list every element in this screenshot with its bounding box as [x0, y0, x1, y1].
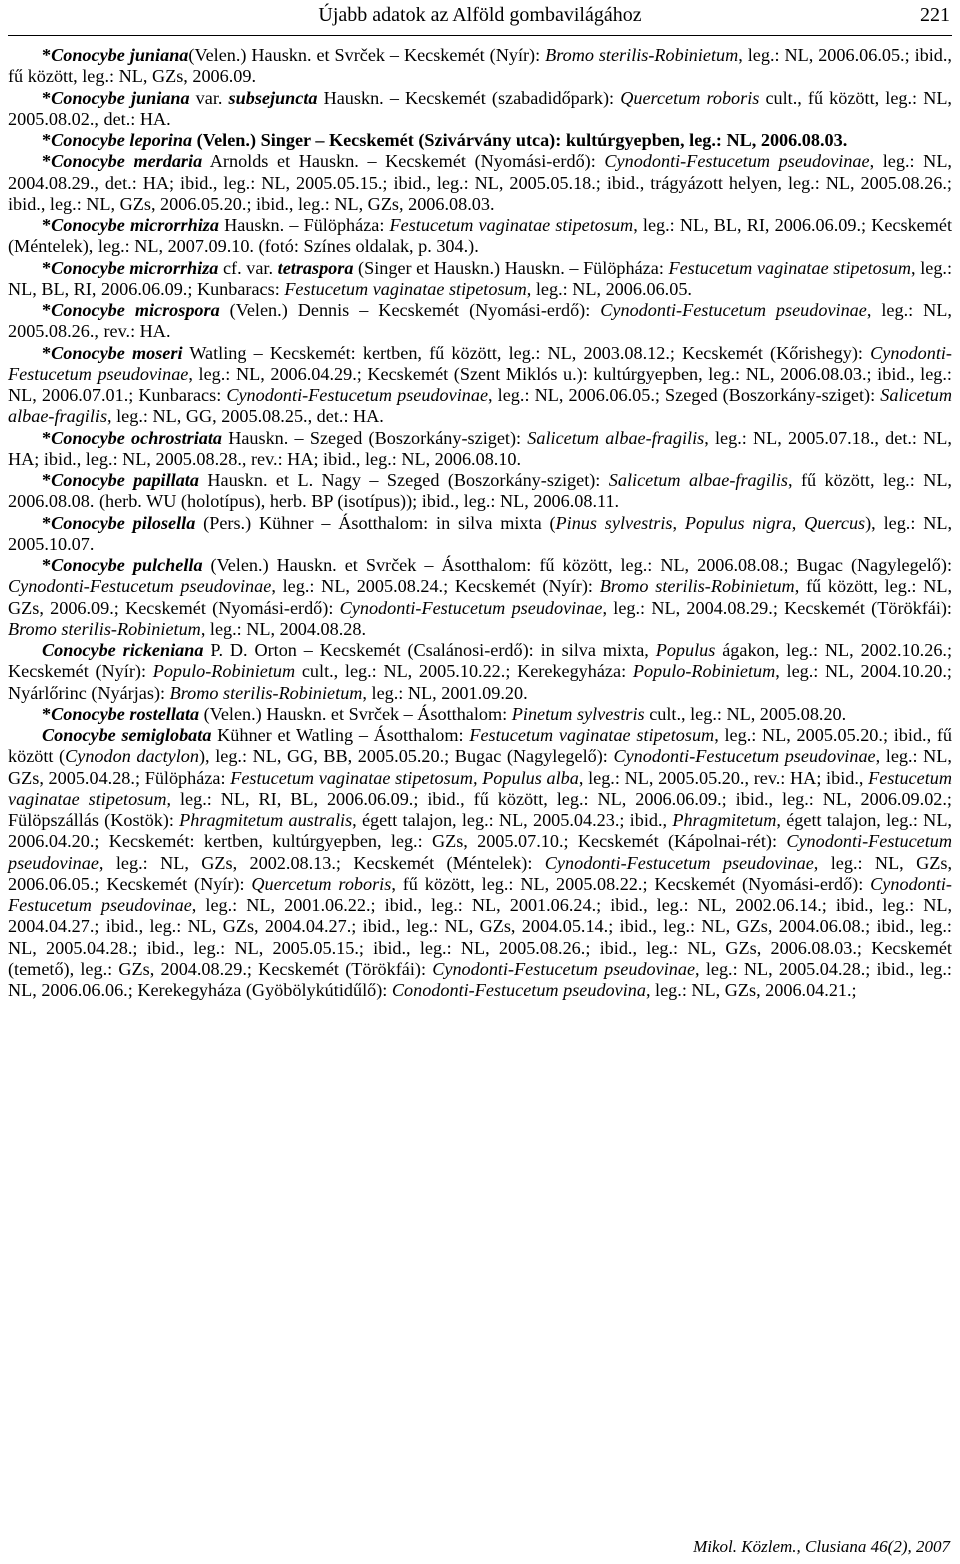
species-name: Conocybe ochrostriata — [51, 427, 222, 448]
entry-text: (Pers.) Kühner – Ásotthalom: in silva mixta ( — [195, 512, 556, 533]
species-name: Conocybe microspora — [51, 300, 220, 320]
plant-community: Cynodonti-Festucetum pseudovinae — [613, 746, 876, 767]
entry-text: cult., fű között, leg.: NL, 2005.08.02., det.: HA. — [8, 87, 957, 129]
entry-text: Arnolds et Hauskn. – Kecskemét (Nyomási-erdő): — [202, 151, 605, 172]
entry-text: , leg.: NL, 2005.05.20.; ibid., fű között ( — [8, 725, 957, 767]
species-list — [8, 45, 957, 1001]
entry-text: , leg.: NL, BL, RI, 2006.06.09.; Kecskemét (Méntelek), leg.: NL, 2007.09.10. (fotó: Színes oldalak, p. 304.). — [8, 215, 957, 257]
plant-community: Cynodonti-Festucetum pseudovinae — [544, 852, 814, 873]
entry-text: var. — [189, 87, 229, 108]
plant-community: Cynodonti-Festucetum pseudovinae — [8, 831, 957, 873]
header-rule — [8, 35, 952, 36]
plant-community: Festucetum vaginatae stipetosum — [389, 215, 634, 235]
entry-text: Watling – Kecskemét: kertben, fű között, leg.: NL, 2003.08.12.; Kecskemét (Kőrishegy): — [182, 342, 871, 363]
species-entry — [8, 257, 957, 301]
entry-text: * — [42, 555, 52, 575]
species-entry — [8, 640, 957, 704]
species-name: Conocybe pulchella — [51, 555, 203, 575]
species-name: Conocybe rostellata — [51, 703, 200, 724]
species-name: Conocybe semiglobata — [42, 725, 212, 745]
entry-text: cult., leg.: NL, 2005.10.22.; Kerekegyháza: — [295, 661, 633, 682]
species-entry — [8, 427, 957, 471]
species-entry — [8, 470, 957, 513]
species-entry — [8, 300, 957, 343]
plant-community: Salicetum albae-fragilis — [608, 470, 788, 490]
species-entry — [8, 342, 957, 428]
plant-community: Pinus sylvestris — [555, 512, 673, 533]
entry-text: , leg.: NL, GZs, 2002.08.13.; Kecskemét (Méntelek): — [98, 852, 545, 873]
entry-text: cult., leg.: NL, 2005.08.20. — [644, 703, 847, 724]
plant-community: Festucetum vaginatae stipetosum — [8, 767, 957, 809]
journal-citation: Mikol. Közlem., Clusiana 46(2), 2007 — [693, 1537, 950, 1556]
plant-community: Conodonti-Festucetum pseudovina — [391, 980, 646, 1000]
entry-text: , fű között, leg.: NL, GZs, 2006.09.; Kecskemét (Nyomási-erdő): — [8, 576, 957, 618]
plant-community: Bromo sterilis-Robinietum — [545, 45, 739, 65]
entry-text: , leg.: NL, GG, 2005.08.25., det.: HA. — [107, 406, 384, 427]
plant-community: Populus nigra — [684, 512, 792, 533]
entry-text: (Velen.) Singer – Kecskemét (Szivárvány utca): kultúrgyepben, leg.: NL, 2006.08.03. — [192, 130, 848, 150]
entry-text: , égett talajon, leg.: NL, 2006.04.20.; Kecskemét: kertben, kultúrgyepben, leg.: GZs, 2005.07.10.; Kecskemét (Kápolnai-rét): — [8, 810, 957, 852]
entry-text: (Velen.) Hauskn. et Svrček – Ásotthalom: — [199, 703, 512, 724]
entry-text: , leg.: NL, 2004.08.28. — [200, 618, 367, 639]
plant-community: Quercetum roboris — [251, 873, 392, 894]
species-entry — [8, 215, 957, 258]
plant-community: Salicetum albae-fragilis — [8, 385, 957, 427]
plant-community: Cynodonti-Festucetum pseudovinae — [432, 958, 696, 979]
entry-text: cf. var. — [218, 257, 278, 278]
entry-text: , leg.: NL, 2004.10.20.; Nyárlőrinc (Nyárjas): — [8, 661, 957, 703]
plant-community: Cynodonti-Festucetum pseudovinae — [604, 151, 870, 172]
entry-text: , leg.: NL, 2006.04.29.; Kecskemét (Szent Miklós u.): kultúrgyepben, leg.: NL, 2006.08.03.; ibid., leg.: NL, 2006.07.01.; Kunbaracs: — [8, 363, 957, 405]
entry-text: * — [42, 45, 52, 65]
plant-community: Cynodonti-Festucetum pseudovinae — [226, 385, 489, 405]
plant-community: Populo-Robinietum — [152, 661, 296, 682]
entry-text: (Velen.) Hauskn. et Svrček – Ásotthalom: fű között, leg.: NL, 2006.08.08.; Bugac (Nagylegelő): — [202, 555, 957, 575]
entry-text: ágakon, leg.: NL, 2002.10.26.; Kecskemét (Nyír): — [8, 640, 957, 682]
plant-community: Festucetum vaginatae stipetosum — [469, 725, 715, 745]
entry-text: , leg.: NL, 2001.06.22.; ibid., leg.: NL, 2001.06.24.; ibid., leg.: NL, 2002.06.14.; ibid., leg.: NL, 2004.04.27.; ibid., leg.: NL, GZs, 2004.04.27.; ibid., leg.: NL, GZs, 2004.05.14.; ibid., leg.: NL, GZs, 2004.06.08.; ibid., leg.: NL, 2005.04.28.; ibid., leg.: NL, 2005.05.15.; ibid., leg.: NL, 2005.08.26.; ibid., leg.: NL, GZs, 2006.08.03.; Kecskemét (temető), leg.: GZs, 2004.08.29.; Kecskemét (Törökfái): — [8, 895, 957, 979]
entry-text: Hauskn. – Szeged (Boszorkány-sziget): — [222, 427, 528, 448]
entry-text: Hauskn. et L. Nagy – Szeged (Boszorkány-sziget): — [198, 470, 609, 490]
entry-text: , égett talajon, leg.: NL, 2005.04.23.; ibid., — [352, 810, 673, 830]
entry-text: * — [42, 87, 52, 108]
species-entry — [8, 555, 957, 640]
entry-text: , leg.: NL, GZs, 2006.04.21.; — [645, 980, 857, 1000]
plant-community: Festucetum vaginatae stipetosum — [284, 278, 527, 299]
entry-text: , leg.: NL, GZs, 2005.04.28.; Fülöpháza: — [8, 746, 957, 788]
entry-text: , leg.: NL, RI, BL, 2006.06.09.; ibid., fű között, leg.: NL, 2006.06.09.; ibid., leg.: NL, 2006.09.02.; Fülöpszállás (Kostök): — [8, 788, 957, 830]
entry-text: , leg.: NL, GZs, 2006.06.05.; Kecskemét (Nyír): — [8, 852, 957, 894]
species-name: Conocybe leporina — [51, 130, 193, 150]
plant-community: Bromo sterilis-Robinietum — [599, 576, 795, 597]
entry-text: , fű között, leg.: NL, 2006.08.08. (herb. WU (holotípus), herb. BP (isotípus)); ibid., leg.: NL, 2006.08.11. — [8, 470, 957, 512]
page-header — [0, 0, 960, 36]
entry-text: , — [672, 512, 685, 533]
plant-community: Cynodonti-Festucetum pseudovinae — [8, 873, 952, 915]
entry-text: * — [42, 151, 52, 172]
plant-community: Cynodonti-Festucetum pseudovinae — [8, 576, 272, 597]
species-entry — [8, 725, 957, 1001]
species-name: Conocybe papillata — [51, 470, 199, 490]
plant-community: Phragmitetum australis — [179, 810, 353, 830]
entry-text: (Singer et Hauskn.) Hauskn. – Fülöpháza: — [353, 257, 669, 278]
running-title: Újabb adatok az Alföld gombavilágához — [318, 4, 642, 26]
plant-community: Bromo sterilis-Robinietum — [8, 618, 201, 639]
species-name: subsejuncta — [228, 87, 318, 108]
species-name: Conocybe pilosella — [51, 512, 196, 533]
entry-text: Hauskn. – Fülöpháza: — [218, 215, 390, 235]
entry-text: * — [42, 703, 52, 724]
entry-text: ), leg.: NL, GG, BB, 2005.05.20.; Bugac (Nagylegelő): — [199, 746, 614, 767]
entry-text: * — [42, 512, 52, 533]
entry-text: , leg.: NL, 2004.08.29., det.: HA; ibid., leg.: NL, 2005.05.15.; ibid., leg.: NL, 2005.05.18.; ibid., trágyázott helyen, leg.: NL, 2005.08.26.; ibid., leg.: NL, GZs, 2006.05.20.; ibid., leg.: NL, GZs, 2006.08.03. — [8, 151, 957, 214]
entry-text: ), leg.: NL, 2005.10.07. — [8, 512, 957, 554]
plant-community: Cynodonti-Festucetum pseudovinae — [339, 597, 603, 618]
species-name: Conocybe merdaria — [51, 151, 203, 172]
species-name: Conocybe juniana — [51, 45, 189, 65]
entry-text: , leg.: NL, 2005.07.18., det.: NL, HA; ibid., leg.: NL, 2005.08.28., rev.: HA; ibid., leg.: NL, 2006.08.10. — [8, 427, 957, 469]
plant-community: Populo-Robinietum — [632, 661, 776, 682]
entry-text: (Velen.) Hauskn. et Svrček – Kecskemét (Nyír): — [188, 45, 546, 65]
plant-community: Cynodon dactylon — [65, 746, 199, 767]
plant-community: Phragmitetum — [672, 810, 777, 830]
entry-text: P. D. Orton – Kecskemét (Csalánosi-erdő): in silva mixta, — [203, 640, 656, 660]
species-entry — [8, 512, 957, 556]
species-name: Conocybe microrrhiza — [51, 215, 219, 235]
plant-community: Bromo sterilis-Robinietum — [169, 682, 363, 703]
species-entry — [8, 704, 952, 725]
entry-text: Kühner et Watling – Ásotthalom: — [211, 725, 470, 745]
entry-text: , fű között, leg.: NL, 2005.08.22.; Kecskemét (Nyomási-erdő): — [391, 873, 871, 894]
species-entry — [8, 151, 957, 215]
species-name: Conocybe moseri — [51, 342, 183, 363]
entry-text: * — [42, 300, 52, 320]
plant-community: Cynodonti-Festucetum pseudovinae — [600, 300, 867, 320]
entry-text: , leg.: NL, 2005.08.24.; Kecskemét (Nyír): — [271, 576, 600, 597]
plant-community: Pinetum sylvestris — [511, 703, 645, 724]
entry-text: , leg.: NL, 2006.06.05.; ibid., fű között, leg.: NL, GZs, 2006.09. — [8, 45, 957, 87]
plant-community: Cynodonti-Festucetum pseudovinae — [8, 342, 952, 384]
entry-text: * — [42, 130, 52, 150]
entry-text: * — [42, 427, 52, 448]
entry-text: * — [42, 470, 52, 490]
species-name: Conocybe rickeniana — [42, 640, 204, 660]
entry-text: (Velen.) Dennis – Kecskemét (Nyomási-erdő): — [219, 300, 601, 320]
entry-text: , leg.: NL, BL, RI, 2006.06.09.; Kunbaracs: — [8, 257, 957, 299]
plant-community: Salicetum albae-fragilis — [527, 427, 705, 448]
entry-text: * — [42, 342, 52, 363]
entry-text: Hauskn. – Kecskemét (szabadidőpark): — [317, 87, 621, 108]
entry-text: * — [42, 215, 52, 235]
species-entry — [8, 130, 952, 151]
entry-text: , — [791, 512, 805, 533]
species-name: tetraspora — [277, 257, 354, 278]
entry-text: , leg.: NL, 2006.06.05. — [526, 278, 692, 299]
plant-community: Festucetum vaginatae stipetosum — [668, 257, 912, 278]
plant-community: Quercetum roboris — [620, 87, 760, 108]
entry-text: , leg.: NL, 2005.08.26., rev.: HA. — [8, 300, 957, 342]
entry-text: * — [42, 257, 52, 278]
entry-text: , leg.: NL, 2005.05.20., rev.: HA; ibid., — [578, 767, 869, 788]
page-number: 221 — [920, 4, 950, 26]
entry-text: , leg.: NL, 2001.09.20. — [362, 682, 528, 703]
entry-text: , leg.: NL, 2004.08.29.; Kecskemét (Törökfái): — [602, 597, 957, 618]
plant-community: Festucetum vaginatae stipetosum, Populus alba — [230, 767, 579, 788]
species-name: Conocybe microrrhiza — [51, 257, 219, 278]
plant-community: Populus — [655, 640, 716, 660]
entry-text: , leg.: NL, 2006.06.05.; Szeged (Boszorkány-sziget): — [488, 385, 881, 405]
entry-text: , leg.: NL, 2005.04.28.; ibid., leg.: NL, 2006.06.06.; Kerekegyháza (Gyöbölykútidűlő): — [8, 958, 957, 1000]
species-name: Conocybe juniana — [51, 87, 190, 108]
plant-community: Quercus — [804, 512, 866, 533]
species-entry — [8, 87, 957, 131]
species-entry — [8, 45, 957, 88]
